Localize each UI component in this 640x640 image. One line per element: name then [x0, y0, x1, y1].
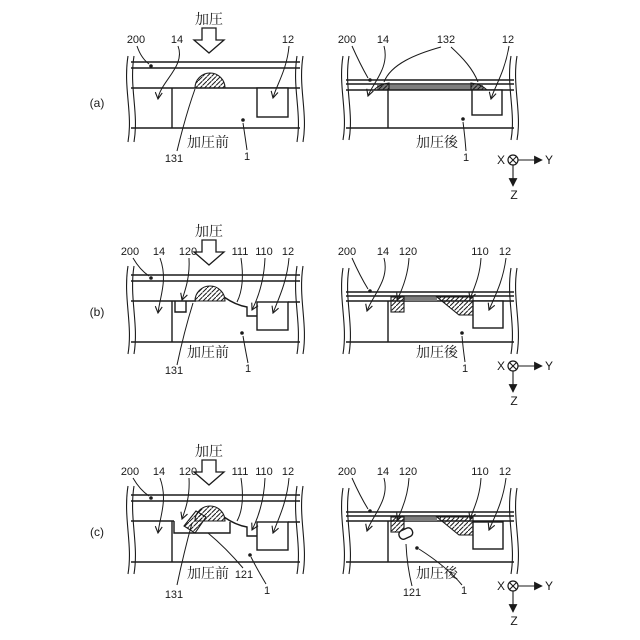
label-1: 1 — [462, 152, 470, 164]
recess-120 — [175, 301, 186, 312]
row-tag-b: (b) — [89, 305, 105, 319]
break-line-left-inner — [348, 488, 351, 574]
break-line-left-inner — [133, 486, 136, 574]
leader-132-right — [451, 47, 478, 82]
label-14: 14 — [376, 466, 390, 478]
break-line-right-outer — [516, 268, 519, 354]
label-12: 12 — [281, 246, 295, 258]
leader-200 — [352, 46, 368, 78]
leader-1 — [251, 557, 266, 584]
label-120: 120 — [178, 246, 198, 258]
press-down-arrow — [194, 460, 224, 485]
label-110: 110 — [471, 246, 489, 258]
break-line-left-outer — [127, 486, 130, 574]
label-110: 110 — [255, 246, 273, 258]
break-line-right-outer — [516, 56, 519, 140]
label-12: 12 — [501, 34, 515, 46]
break-line-right-outer — [302, 486, 305, 574]
press-label: 加圧 — [195, 11, 223, 27]
caption-before: 加圧前 — [187, 344, 229, 360]
label-12: 12 — [281, 34, 295, 46]
label-200: 200 — [120, 246, 140, 258]
axis-x-label: X — [496, 153, 506, 167]
leader-1 — [243, 123, 247, 150]
break-line-left-outer — [342, 488, 345, 574]
leader-120 — [182, 258, 189, 300]
leader-120 — [397, 258, 409, 300]
wedge-110 — [437, 297, 473, 315]
axis-y-label: Y — [544, 359, 554, 373]
axis-y-label: Y — [544, 153, 554, 167]
caption-before: 加圧前 — [187, 134, 229, 150]
leader-200 — [133, 478, 149, 496]
electrode-111 — [224, 297, 257, 316]
label-1: 1 — [460, 585, 468, 597]
cavity-12 — [257, 88, 288, 117]
caption-after: 加圧後 — [416, 565, 458, 581]
label-1: 1 — [461, 363, 469, 375]
leader-14 — [158, 46, 180, 99]
leader-111 — [237, 258, 242, 302]
press-down-arrow — [194, 240, 224, 265]
axis-z-label: Z — [510, 394, 518, 408]
break-line-right-outer — [302, 266, 305, 354]
squeezed-layer-132 — [377, 85, 483, 90]
break-line-right-outer — [302, 56, 305, 142]
press-down-arrow — [194, 28, 224, 53]
leader-200-dot — [368, 509, 372, 513]
axis-y-label: Y — [544, 579, 554, 593]
break-line-left-inner — [133, 56, 136, 142]
cavity-12 — [257, 302, 288, 330]
caption-after: 加圧後 — [416, 344, 458, 360]
leader-200 — [133, 258, 149, 276]
leader-111 — [237, 478, 242, 521]
panel-b-after — [338, 246, 519, 375]
label-131: 131 — [164, 153, 184, 165]
leader-200-dot — [368, 289, 372, 293]
bump-131 — [195, 286, 225, 301]
axis-z-label: Z — [510, 188, 518, 202]
panel-c-after — [338, 466, 519, 599]
label-120: 120 — [398, 246, 418, 258]
label-110: 110 — [471, 466, 489, 478]
label-200: 200 — [120, 466, 140, 478]
leader-200 — [352, 478, 368, 509]
label-12: 12 — [498, 466, 512, 478]
leader-121 — [208, 533, 243, 568]
label-200: 200 — [337, 246, 357, 258]
axis-x-label: X — [496, 359, 506, 373]
axis-x-label: X — [496, 579, 506, 593]
bump-131 — [195, 506, 225, 521]
label-131: 131 — [164, 365, 184, 377]
break-line-left-outer — [127, 266, 130, 354]
label-111: 111 — [231, 466, 249, 478]
break-line-right-inner — [296, 486, 299, 574]
leader-1 — [463, 122, 466, 151]
leader-1-dot — [461, 117, 465, 121]
label-111: 111 — [231, 246, 249, 258]
label-121: 121 — [234, 569, 254, 581]
label-200: 200 — [126, 34, 146, 46]
press-label: 加圧 — [195, 443, 223, 459]
label-12: 12 — [498, 246, 512, 258]
press-label: 加圧 — [195, 223, 223, 239]
panel-c-before — [90, 443, 304, 601]
break-line-right-inner — [510, 488, 513, 574]
leader-120 — [397, 478, 409, 520]
leader-200-dot — [149, 496, 153, 500]
label-1: 1 — [244, 363, 252, 375]
break-line-right-inner — [296, 56, 299, 142]
label-1: 1 — [263, 585, 271, 597]
cavity-12 — [473, 301, 503, 328]
row-tag-a: (a) — [89, 96, 105, 110]
label-110: 110 — [255, 466, 273, 478]
break-line-right-inner — [510, 268, 513, 354]
bump-131 — [195, 73, 225, 88]
axes-a — [497, 153, 553, 202]
label-121: 121 — [402, 587, 422, 599]
break-line-left-outer — [342, 56, 345, 140]
break-line-right-inner — [296, 266, 299, 354]
cavity-12 — [257, 522, 288, 550]
leader-200-dot — [368, 78, 372, 82]
leader-120 — [182, 478, 189, 519]
caption-after: 加圧後 — [416, 134, 458, 150]
leader-110 — [470, 258, 481, 299]
squeezed-layer — [404, 297, 437, 301]
cavity-12 — [473, 522, 503, 549]
label-14: 14 — [376, 246, 390, 258]
label-131: 131 — [164, 589, 184, 601]
break-line-left-outer — [342, 268, 345, 354]
leader-1 — [462, 336, 465, 362]
leader-14 — [367, 478, 385, 531]
label-120: 120 — [398, 466, 418, 478]
axes-b — [497, 359, 553, 408]
leader-1-dot — [240, 331, 244, 335]
leader-1-dot — [248, 553, 252, 557]
leader-1-dot — [415, 546, 419, 550]
leader-14 — [158, 478, 163, 533]
row-tag-c: (c) — [90, 525, 104, 539]
leader-110 — [470, 478, 481, 519]
panel-b-before — [90, 223, 305, 377]
label-14: 14 — [170, 34, 184, 46]
break-line-right-outer — [516, 488, 519, 574]
break-line-left-inner — [348, 268, 351, 354]
leader-200 — [352, 258, 368, 289]
squeezed-layer — [404, 517, 437, 521]
leader-1-dot — [241, 118, 245, 122]
label-200: 200 — [337, 34, 357, 46]
panel-a-before — [90, 11, 305, 165]
leader-200-dot — [149, 276, 153, 280]
label-14: 14 — [376, 34, 390, 46]
leader-121 — [406, 544, 412, 586]
break-line-left-outer — [127, 56, 130, 142]
leader-132-left — [384, 47, 441, 82]
label-200: 200 — [337, 466, 357, 478]
leader-200-dot — [149, 64, 153, 68]
axes-c — [497, 579, 553, 628]
cavity-12 — [472, 90, 502, 115]
label-12: 12 — [281, 466, 295, 478]
panel-a-after — [338, 34, 519, 164]
leader-14 — [367, 258, 385, 311]
label-14: 14 — [152, 246, 166, 258]
label-14: 14 — [152, 466, 166, 478]
leader-14 — [158, 258, 163, 313]
axis-z-label: Z — [510, 614, 518, 628]
caption-before: 加圧前 — [187, 565, 229, 581]
leader-1 — [243, 336, 248, 363]
label-1: 1 — [243, 151, 251, 163]
label-120: 120 — [178, 466, 198, 478]
leader-1-dot — [460, 331, 464, 335]
wedge-110 — [437, 517, 473, 535]
break-line-left-inner — [133, 266, 136, 354]
label-132: 132 — [436, 34, 456, 46]
